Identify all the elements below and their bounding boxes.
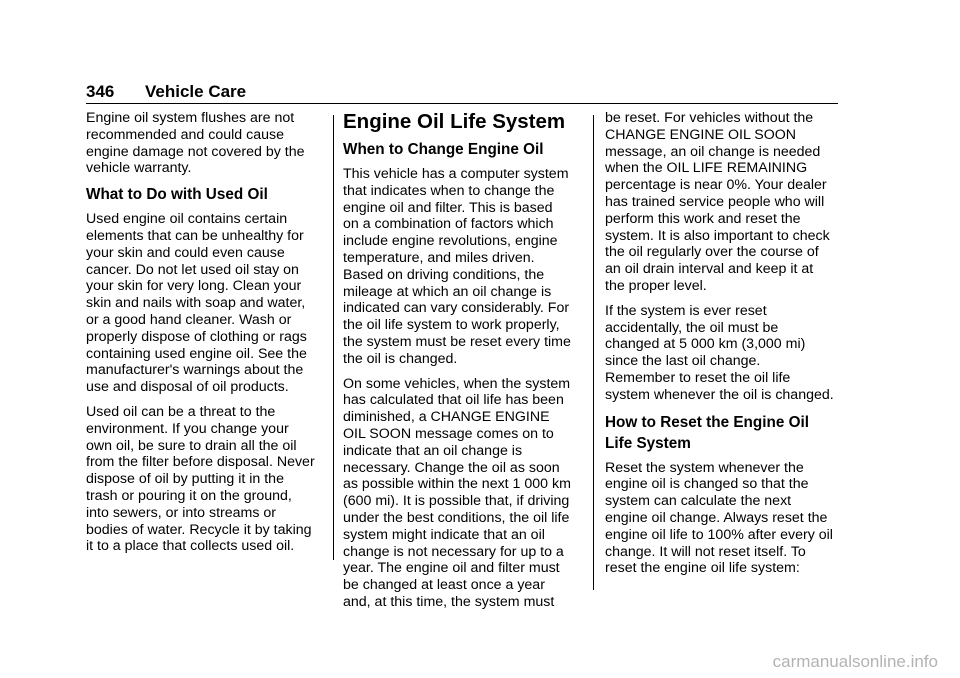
heading-when-to-change: When to Change Engine Oil [343,141,544,158]
column-left [86,110,322,563]
heading-used-oil: What to Do with Used Oil [86,186,268,204]
page-number: 346 [86,82,115,101]
paragraph-accidental-reset: If the system is ever reset accidentally, the oil must be changed at 5 000 km (3,000 mi) since the last oil change. Remember to reset the oil life system whenever the oil is changed. [605,302,834,403]
paragraph-flush-warning: Engine oil system flushes are not recommended and could cause engine damage not covered by the vehicle warranty. [86,110,305,177]
page-header [86,82,246,102]
column-right [605,110,841,585]
watermark-text: carmanualsonline.info [772,652,938,671]
paragraph-used-oil-health: Used engine oil contains certain elements that can be unhealthy for your skin and could even cause cancer. Do not let used oil stay on your skin for very long. Clean your skin and nails with soap and water, or a good hand cleaner. Wash or properly dispose of clothing or rags containing used engine oil. See the manufacturer's warnings about the use and disposal of oil products. [86,211,307,396]
paragraph-change-oil-message: On some vehicles, when the system has calculated that oil life has been diminished, a CHANGE ENGINE OIL SOON message comes on to indicate that an oil change is necessary. Change the oil as soon as possible within the next 1 000 km (600 mi). It is possible that, if driving under the best conditions, the oil life system might indicate that an oil change is not necessary for up to a year. The engine oil and filter must be changed at least once a year and, at this time, the system must [343,375,571,610]
paragraph-reset-note: be reset. For vehicles without the CHANGE ENGINE OIL SOON message, an oil change is needed when the OIL LIFE REMAINING percentage is near 0%. Your dealer has trained service people who will perform this work and reset the system. It is also important to check the oil regularly over the course of an oil drain interval and keep it at the proper level. [605,110,830,294]
section-title: Vehicle Care [145,82,247,101]
paragraph-used-oil-environment: Used oil can be a threat to the environment. If you change your own oil, be sure to drain all the oil from the filter before disposal. Never dispose of oil by putting it in the trash or pouring it on the ground, into sewers, or into streams or bodies of water. Recycle it by taking it to a place that collects used oil. [86,403,315,555]
column-divider [593,115,594,590]
header-rule [86,103,838,104]
column-middle [343,110,583,619]
column-divider [333,115,334,560]
paragraph-computer-system: This vehicle has a computer system that indicates when to change the engine oil and filter. This is based on a combination of factors which include engine revolutions, engine temperature, and miles driven. Based on driving conditions, the mileage at which an oil change is indicated can vary considerably. For the oil life system to work properly, the system must be reset every time the oil is changed. [343,166,571,367]
section-heading-oil-life-system: Engine Oil Life System [343,110,566,133]
heading-how-to-reset: How to Reset the Engine Oil Life System [605,413,809,452]
paragraph-reset-instructions: Reset the system whenever the engine oil is changed so that the system can calculate the next engine oil change. Always reset the engine oil life to 100% after every oil change. It will not reset itself. To reset the engine oil life system: [605,459,833,577]
